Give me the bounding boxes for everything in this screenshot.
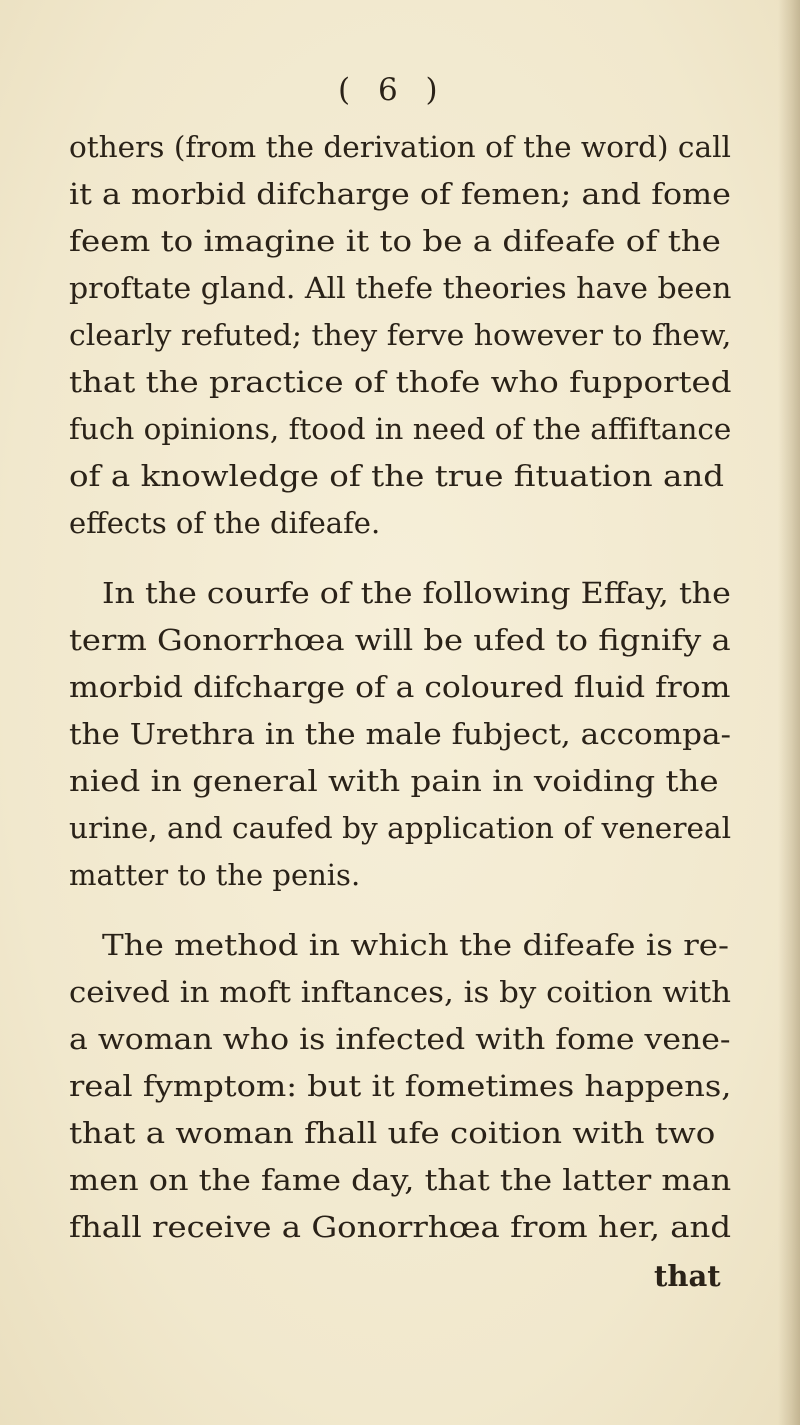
text-line: nied in general with pain in voiding the	[69, 764, 719, 798]
text-line: The method in which the difeafe is re-	[102, 928, 729, 962]
text-line: clearly refuted; they ferve however to fhew,	[69, 318, 732, 352]
text-line: it a morbid difcharge of femen; and fome	[69, 177, 731, 211]
text-line: term Gonorrhœa will be ufed to fignify a	[69, 623, 731, 657]
text-line: the Urethra in the male fubject, accompa-	[69, 717, 732, 751]
text-line: morbid difcharge of a coloured fluid from	[69, 670, 731, 704]
text-line: a woman who is infected with fome vene-	[69, 1022, 731, 1056]
catchword: that	[654, 1259, 721, 1293]
text-line: of a knowledge of the true fituation and	[69, 459, 725, 493]
text-line: proftate gland. All thefe theories have been	[69, 271, 732, 305]
text-line: In the courfe of the following Effay, the	[102, 576, 731, 610]
text-line: effects of the difeafe.	[69, 506, 381, 540]
text-line: that the practice of thofe who fupported	[69, 365, 732, 399]
text-line: men on the fame day, that the latter man	[69, 1163, 732, 1197]
text-line: fhall receive a Gonorrhœa from her, and	[69, 1210, 732, 1244]
text-line: others (from the derivation of the word) call	[69, 130, 731, 164]
page-edge-shadow	[778, 0, 800, 1425]
text-line: real fymptom: but it fometimes happens,	[69, 1069, 732, 1103]
text-line: feem to imagine it to be a difeafe of the	[69, 224, 721, 258]
text-line: ceived in moft inftances, is by coition with	[69, 975, 731, 1009]
page-number: ( 6 )	[338, 72, 447, 108]
text-line: urine, and caufed by application of venereal	[69, 811, 732, 845]
text-line: matter to the penis.	[69, 858, 361, 892]
text-line: that a woman fhall ufe coition with two	[69, 1116, 716, 1150]
text-line: fuch opinions, ftood in need of the affiftance	[69, 412, 732, 446]
